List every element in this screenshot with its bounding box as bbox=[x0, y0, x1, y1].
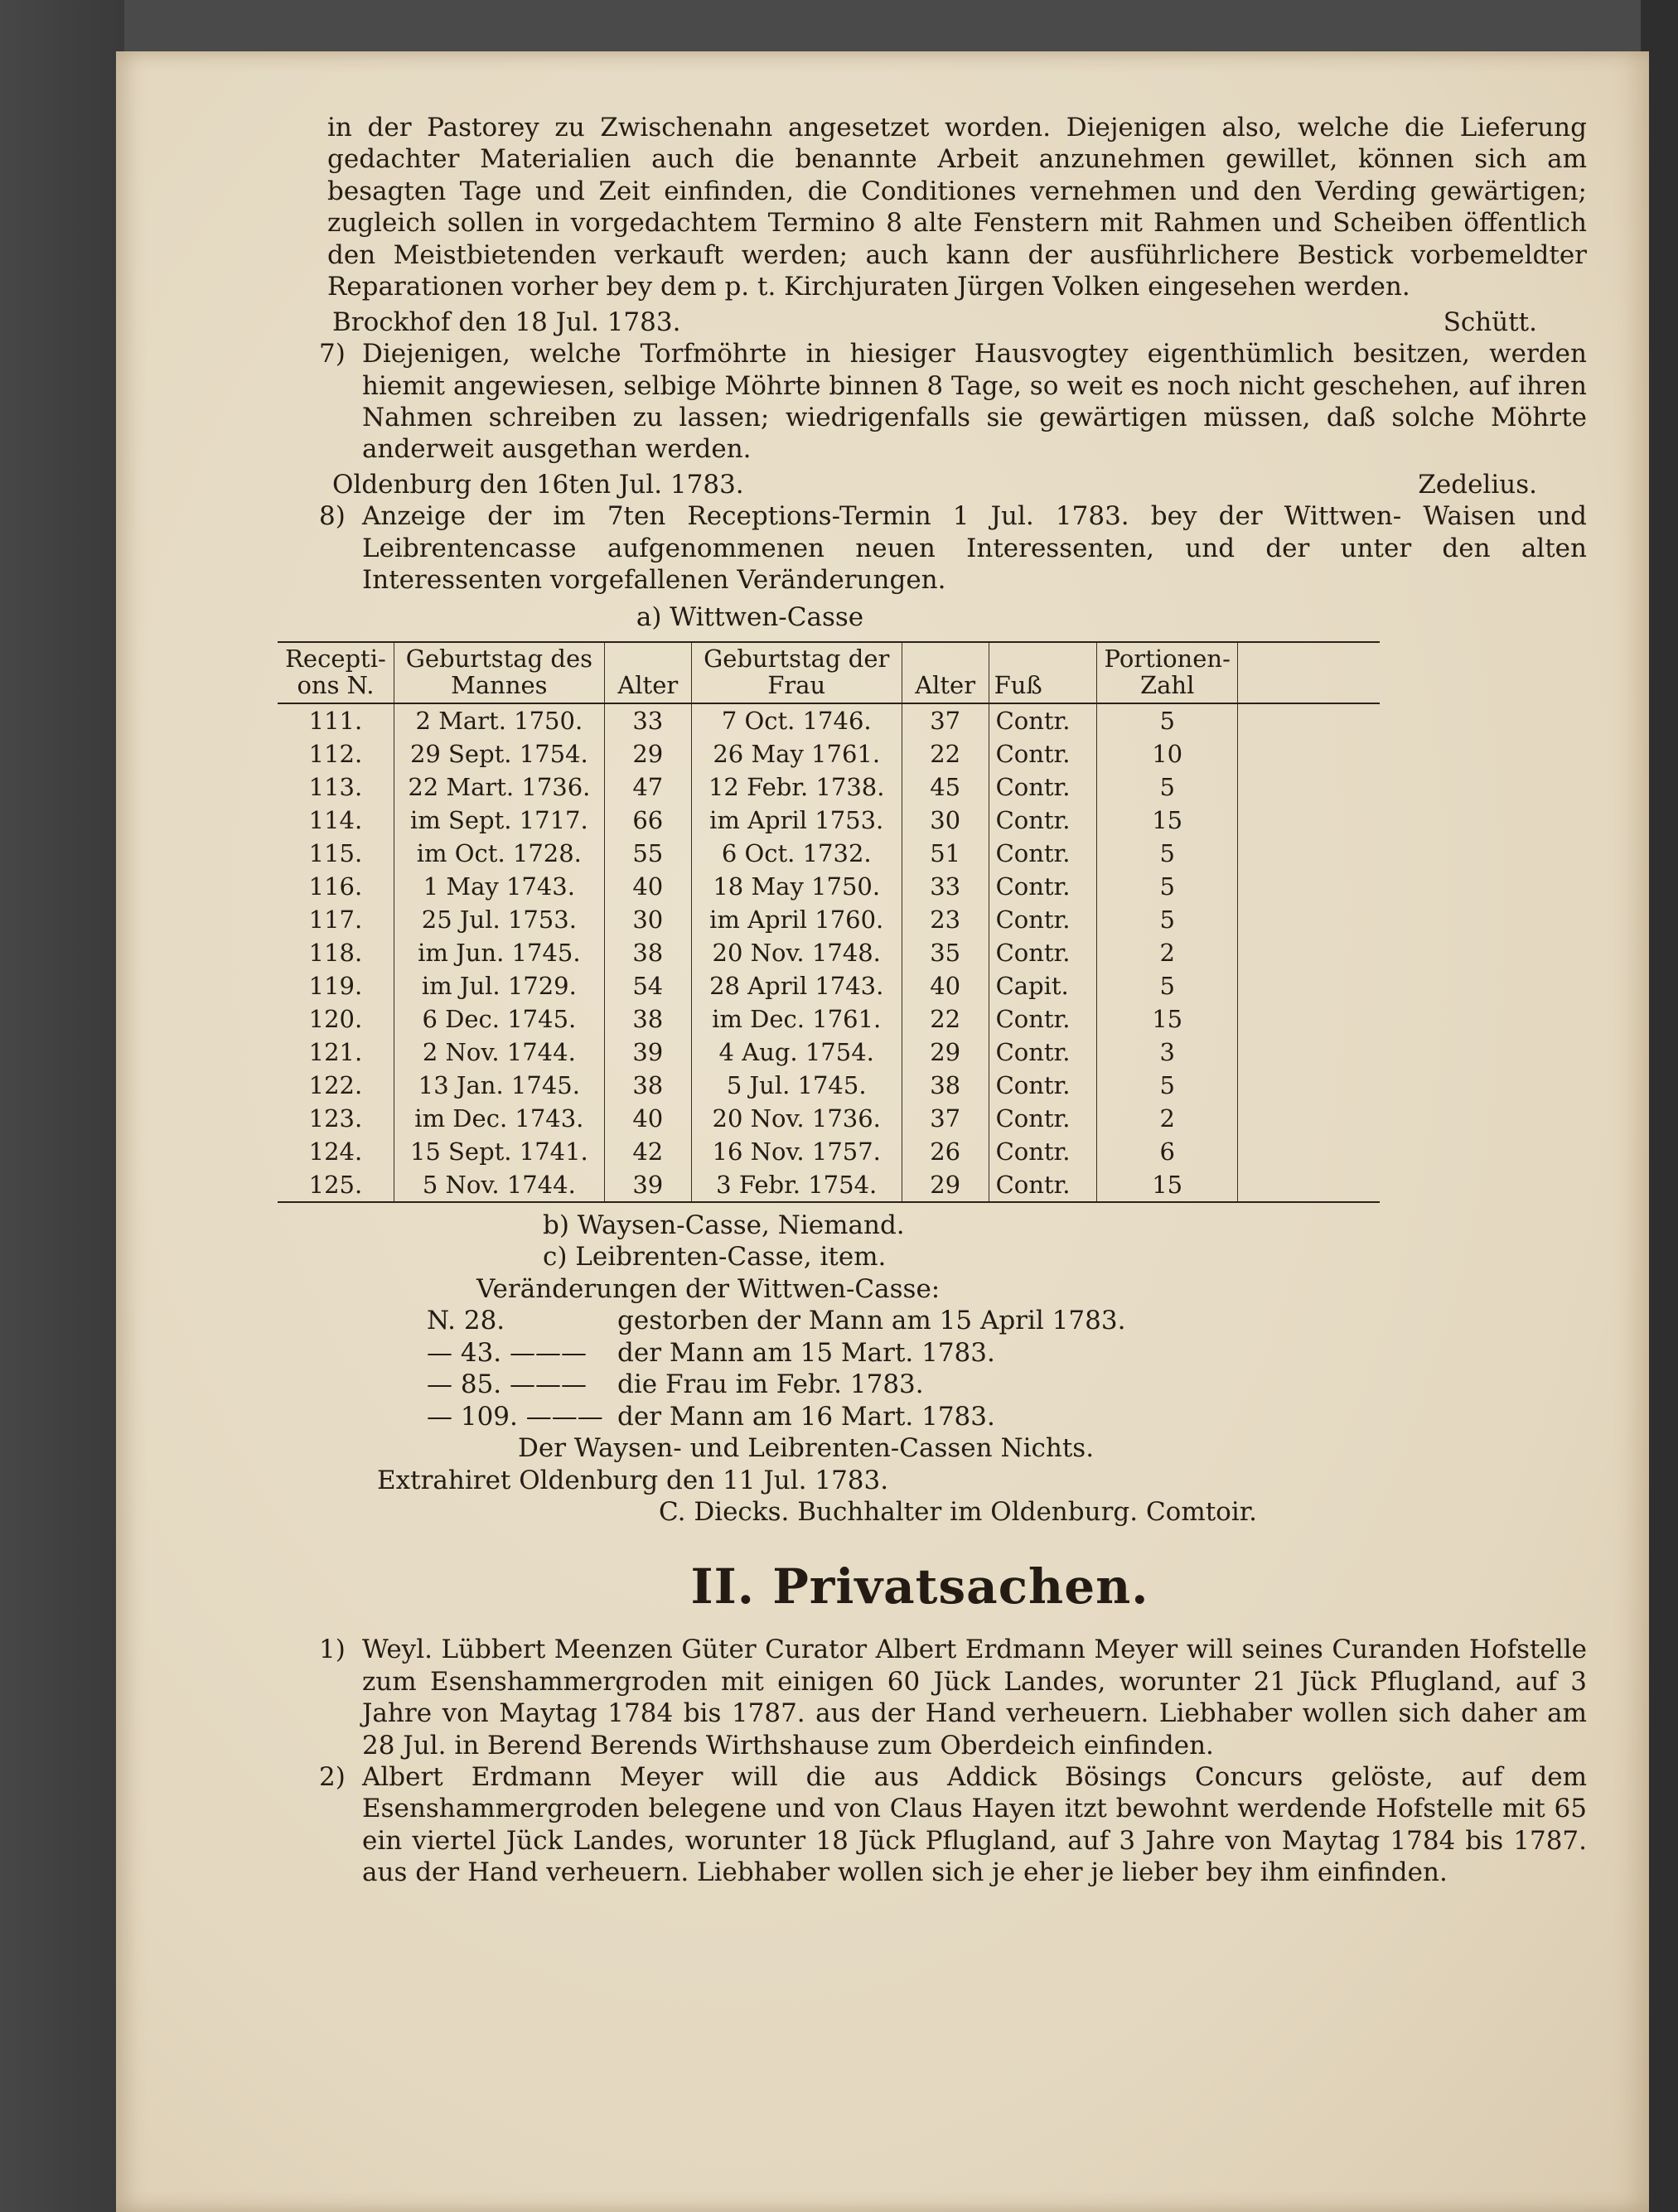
cell-husband-birthday: im Sept. 1717. bbox=[394, 804, 604, 837]
backdrop-left bbox=[0, 0, 124, 2212]
cell-wife-birthday: 26 May 1761. bbox=[691, 737, 902, 770]
change-number: — 85. ——— bbox=[427, 1369, 588, 1400]
cell-wife-birthday: im Dec. 1761. bbox=[691, 1002, 902, 1036]
col-husband-birthday: Geburtstag des Mannes bbox=[394, 642, 604, 703]
table-row bbox=[278, 969, 1380, 1002]
cell-wife-birthday: im April 1760. bbox=[691, 903, 902, 936]
table-header-row bbox=[278, 642, 1380, 703]
cell-basis: Contr. bbox=[989, 1168, 1097, 1202]
cell-wife-birthday: 7 Oct. 1746. bbox=[691, 703, 902, 737]
cell-husband-birthday: 5 Nov. 1744. bbox=[394, 1168, 604, 1202]
cell-wife-age: 22 bbox=[902, 1002, 989, 1036]
cell-wife-birthday: 3 Febr. 1754. bbox=[691, 1168, 902, 1202]
extracted-line: Extrahiret Oldenburg den 11 Jul. 1783. bbox=[377, 1465, 889, 1495]
table-row bbox=[278, 1002, 1380, 1036]
cell-empty bbox=[1238, 936, 1380, 969]
cell-reception-number: 124. bbox=[278, 1135, 394, 1168]
cell-empty bbox=[1238, 837, 1380, 870]
continuation-paragraph: in der Pastorey zu Zwischenahn angesetzet worden. Diejenigen also, welche die Lieferung gedachter Materialien auch die benannte Arbeit anzunehmen gewillet, können sich am besagten Tage und Zeit einfinden, die Conditiones vernehmen und den Verding gewärtigen; zugleich sollen in vorgedachtem Termino 8 alte Fenstern mit Rahmen und Scheiben öffentlich den Meistbietenden verkauft werden; auch kann der ausführlichere Bestick vorbemeldter Reparationen vorher bey dem p. t. Kirchjuraten Jürgen Volken eingesehen werden. bbox=[327, 113, 1587, 302]
cell-wife-birthday: 16 Nov. 1757. bbox=[691, 1135, 902, 1168]
change-text: der Mann am 16 Mart. 1783. bbox=[617, 1401, 995, 1432]
table-body bbox=[278, 703, 1380, 1202]
notice-number: 8) bbox=[319, 501, 346, 532]
cell-portions: 15 bbox=[1097, 1002, 1238, 1036]
cell-wife-age: 40 bbox=[902, 969, 989, 1002]
cell-reception-number: 111. bbox=[278, 703, 394, 737]
cell-wife-age: 51 bbox=[902, 837, 989, 870]
cell-wife-age: 38 bbox=[902, 1069, 989, 1102]
col-wife-birthday: Geburtstag der Frau bbox=[691, 642, 902, 703]
cell-husband-birthday: 6 Dec. 1745. bbox=[394, 1002, 604, 1036]
cell-portions: 5 bbox=[1097, 1069, 1238, 1102]
cell-husband-age: 38 bbox=[604, 1002, 691, 1036]
item-text: Albert Erdmann Meyer will die aus Addick Bösings Concurs gelöste, auf dem Esenshammergroden belegene und von Claus Hayen itzt bewohnt werdende Hofstelle mit 65 ein viertel Jück Landes, worunter 18 Jück Pflugland, auf 3 Jahre von Maytag 1784 bis 1787. aus der Hand verheuern. Liebhaber wollen sich je eher je lieber bey ihm einfinden. bbox=[362, 1762, 1587, 1888]
col-basis: Fuß bbox=[989, 642, 1097, 703]
col-wife-age: Alter bbox=[902, 642, 989, 703]
cell-basis: Contr. bbox=[989, 903, 1097, 936]
table-row bbox=[278, 703, 1380, 737]
cell-empty bbox=[1238, 1102, 1380, 1135]
cell-reception-number: 118. bbox=[278, 936, 394, 969]
table-row bbox=[278, 770, 1380, 804]
cell-wife-age: 45 bbox=[902, 770, 989, 804]
cell-basis: Contr. bbox=[989, 703, 1097, 737]
cell-husband-age: 54 bbox=[604, 969, 691, 1002]
cell-wife-age: 35 bbox=[902, 936, 989, 969]
table-subtitle: a) Wittwen-Casse bbox=[636, 601, 864, 632]
cell-empty bbox=[1238, 1168, 1380, 1202]
nothing-line: Der Waysen- und Leibrenten-Cassen Nichts. bbox=[518, 1433, 1095, 1464]
signer: Zedelius. bbox=[1418, 469, 1537, 500]
table-row bbox=[278, 903, 1380, 936]
cell-basis: Contr. bbox=[989, 870, 1097, 903]
cell-empty bbox=[1238, 1135, 1380, 1168]
cell-wife-age: 37 bbox=[902, 703, 989, 737]
cell-wife-age: 29 bbox=[902, 1168, 989, 1202]
signer: Schütt. bbox=[1443, 307, 1537, 337]
change-entry bbox=[327, 1305, 1587, 1336]
cell-reception-number: 116. bbox=[278, 870, 394, 903]
cell-husband-birthday: 13 Jan. 1745. bbox=[394, 1069, 604, 1102]
cell-wife-birthday: 6 Oct. 1732. bbox=[691, 837, 902, 870]
cell-husband-birthday: 2 Mart. 1750. bbox=[394, 703, 604, 737]
cell-portions: 6 bbox=[1097, 1135, 1238, 1168]
private-item-1 bbox=[319, 1634, 1587, 1761]
cell-basis: Contr. bbox=[989, 1036, 1097, 1069]
change-text: die Frau im Febr. 1783. bbox=[617, 1369, 924, 1400]
cell-basis: Contr. bbox=[989, 1002, 1097, 1036]
cell-husband-age: 38 bbox=[604, 936, 691, 969]
table-row bbox=[278, 837, 1380, 870]
cell-husband-age: 55 bbox=[604, 837, 691, 870]
cell-husband-birthday: 29 Sept. 1754. bbox=[394, 737, 604, 770]
cell-reception-number: 112. bbox=[278, 737, 394, 770]
cell-husband-age: 66 bbox=[604, 804, 691, 837]
change-number: N. 28. bbox=[427, 1306, 505, 1336]
cell-reception-number: 119. bbox=[278, 969, 394, 1002]
cell-reception-number: 114. bbox=[278, 804, 394, 837]
cell-husband-age: 39 bbox=[604, 1036, 691, 1069]
cell-wife-age: 23 bbox=[902, 903, 989, 936]
cell-husband-birthday: 1 May 1743. bbox=[394, 870, 604, 903]
change-number: — 109. ——— bbox=[427, 1401, 603, 1432]
leibrenten-casse-line: c) Leibrenten-Casse, item. bbox=[543, 1242, 887, 1273]
item-number: 1) bbox=[319, 1635, 346, 1665]
register-table bbox=[278, 641, 1380, 1203]
cell-reception-number: 115. bbox=[278, 837, 394, 870]
cell-husband-birthday: 22 Mart. 1736. bbox=[394, 770, 604, 804]
cell-basis: Contr. bbox=[989, 837, 1097, 870]
change-entry bbox=[327, 1369, 1587, 1400]
cell-husband-age: 39 bbox=[604, 1168, 691, 1202]
table-row bbox=[278, 870, 1380, 903]
cell-empty bbox=[1238, 804, 1380, 837]
cell-portions: 15 bbox=[1097, 1168, 1238, 1202]
cell-basis: Contr. bbox=[989, 804, 1097, 837]
cell-wife-birthday: 12 Febr. 1738. bbox=[691, 770, 902, 804]
cell-empty bbox=[1238, 703, 1380, 737]
cell-wife-birthday: 28 April 1743. bbox=[691, 969, 902, 1002]
cell-basis: Contr. bbox=[989, 936, 1097, 969]
cell-wife-age: 33 bbox=[902, 870, 989, 903]
notice-text: Diejenigen, welche Torfmöhrte in hiesiger Hausvogtey eigenthümlich besitzen, werden hiemit angewiesen, selbige Möhrte binnen 8 Tage, so weit es noch nicht geschehen, auf ihren Nahmen schreiben zu lassen; wiedrigenfalls sie gewärtigen müssen, daß solche Möhrte anderweit ausgethan werden. bbox=[362, 339, 1587, 465]
cell-husband-age: 33 bbox=[604, 703, 691, 737]
section-heading: II. Privatsachen. bbox=[690, 1558, 1149, 1616]
cell-basis: Contr. bbox=[989, 1102, 1097, 1135]
cell-empty bbox=[1238, 1069, 1380, 1102]
table-row bbox=[278, 936, 1380, 969]
cell-empty bbox=[1238, 737, 1380, 770]
cell-empty bbox=[1238, 870, 1380, 903]
table-row bbox=[278, 1135, 1380, 1168]
cell-wife-age: 30 bbox=[902, 804, 989, 837]
cell-portions: 5 bbox=[1097, 770, 1238, 804]
backdrop-top bbox=[0, 0, 1678, 58]
col-portions: Portionen-Zahl bbox=[1097, 642, 1238, 703]
cell-portions: 15 bbox=[1097, 804, 1238, 837]
cell-reception-number: 122. bbox=[278, 1069, 394, 1102]
change-text: der Mann am 15 Mart. 1783. bbox=[617, 1337, 995, 1368]
change-entry bbox=[327, 1337, 1587, 1369]
cell-husband-age: 40 bbox=[604, 1102, 691, 1135]
table-row bbox=[278, 1069, 1380, 1102]
cell-reception-number: 121. bbox=[278, 1036, 394, 1069]
cell-empty bbox=[1238, 1002, 1380, 1036]
table-row bbox=[278, 1168, 1380, 1202]
item-number: 2) bbox=[319, 1762, 346, 1793]
cell-basis: Capit. bbox=[989, 969, 1097, 1002]
bookkeeper-signature: C. Diecks. Buchhalter im Oldenburg. Comtoir. bbox=[659, 1496, 1258, 1527]
cell-portions: 2 bbox=[1097, 936, 1238, 969]
cell-empty bbox=[1238, 903, 1380, 936]
cell-wife-birthday: im April 1753. bbox=[691, 804, 902, 837]
cell-wife-birthday: 5 Jul. 1745. bbox=[691, 1069, 902, 1102]
item-text: Weyl. Lübbert Meenzen Güter Curator Albert Erdmann Meyer will seines Curanden Hofstelle zum Esenshammergroden mit einigen 60 Jück Landes, worunter 21 Jück Pflugland, auf 3 Jahre von Maytag 1784 bis 1787. aus der Hand verheuern. Liebhaber wollen sich daher am 28 Jul. in Berend Berends Wirthshause zum Oberdeich einfinden. bbox=[362, 1635, 1587, 1760]
col-empty bbox=[1238, 642, 1380, 703]
table-row bbox=[278, 737, 1380, 770]
cell-portions: 5 bbox=[1097, 703, 1238, 737]
col-reception-number: Recepti-ons N. bbox=[278, 642, 394, 703]
cell-wife-birthday: 18 May 1750. bbox=[691, 870, 902, 903]
place-date: Brockhof den 18 Jul. 1783. bbox=[332, 307, 681, 337]
change-number: — 43. ——— bbox=[427, 1337, 588, 1368]
notice-number: 7) bbox=[319, 339, 346, 369]
cell-empty bbox=[1238, 770, 1380, 804]
signature-line-2 bbox=[327, 469, 1587, 500]
cell-reception-number: 125. bbox=[278, 1168, 394, 1202]
cell-basis: Contr. bbox=[989, 770, 1097, 804]
cell-wife-age: 37 bbox=[902, 1102, 989, 1135]
cell-husband-birthday: im Jun. 1745. bbox=[394, 936, 604, 969]
cell-empty bbox=[1238, 969, 1380, 1002]
cell-basis: Contr. bbox=[989, 1135, 1097, 1168]
notice-8 bbox=[319, 500, 1587, 596]
cell-wife-age: 22 bbox=[902, 737, 989, 770]
cell-husband-age: 40 bbox=[604, 870, 691, 903]
cell-husband-birthday: im Oct. 1728. bbox=[394, 837, 604, 870]
cell-portions: 5 bbox=[1097, 969, 1238, 1002]
cell-husband-birthday: 25 Jul. 1753. bbox=[394, 903, 604, 936]
signature-line-1 bbox=[327, 307, 1587, 338]
notice-text: Anzeige der im 7ten Receptions-Termin 1 Jul. 1783. bey der Wittwen- Waisen und Leibrentencasse aufgenommenen neuen Interessenten, und der unter den alten Interessenten vorgefallenen Veränderungen. bbox=[362, 501, 1587, 596]
table-row bbox=[278, 804, 1380, 837]
table-row bbox=[278, 1036, 1380, 1069]
cell-empty bbox=[1238, 1036, 1380, 1069]
cell-portions: 5 bbox=[1097, 837, 1238, 870]
place-date: Oldenburg den 16ten Jul. 1783. bbox=[332, 469, 744, 500]
cell-husband-age: 38 bbox=[604, 1069, 691, 1102]
cell-portions: 2 bbox=[1097, 1102, 1238, 1135]
changes-title: Veränderungen der Wittwen-Casse: bbox=[476, 1273, 941, 1304]
page-content bbox=[285, 112, 1587, 1889]
cell-basis: Contr. bbox=[989, 1069, 1097, 1102]
cell-wife-birthday: 20 Nov. 1748. bbox=[691, 936, 902, 969]
cell-husband-birthday: 15 Sept. 1741. bbox=[394, 1135, 604, 1168]
cell-husband-age: 30 bbox=[604, 903, 691, 936]
private-item-2 bbox=[319, 1761, 1587, 1889]
after-table bbox=[327, 1210, 1587, 1528]
waysen-casse-line: b) Waysen-Casse, Niemand. bbox=[543, 1210, 905, 1241]
cell-portions: 5 bbox=[1097, 870, 1238, 903]
cell-reception-number: 120. bbox=[278, 1002, 394, 1036]
cell-reception-number: 113. bbox=[278, 770, 394, 804]
cell-wife-birthday: 4 Aug. 1754. bbox=[691, 1036, 902, 1069]
cell-husband-birthday: 2 Nov. 1744. bbox=[394, 1036, 604, 1069]
notice-7 bbox=[319, 338, 1587, 466]
cell-wife-age: 29 bbox=[902, 1036, 989, 1069]
table-row bbox=[278, 1102, 1380, 1135]
cell-basis: Contr. bbox=[989, 737, 1097, 770]
cell-reception-number: 123. bbox=[278, 1102, 394, 1135]
col-husband-age: Alter bbox=[604, 642, 691, 703]
cell-wife-age: 26 bbox=[902, 1135, 989, 1168]
change-text: gestorben der Mann am 15 April 1783. bbox=[617, 1306, 1126, 1336]
cell-husband-age: 47 bbox=[604, 770, 691, 804]
cell-wife-birthday: 20 Nov. 1736. bbox=[691, 1102, 902, 1135]
cell-reception-number: 117. bbox=[278, 903, 394, 936]
change-entry bbox=[327, 1401, 1587, 1432]
cell-husband-birthday: im Dec. 1743. bbox=[394, 1102, 604, 1135]
cell-portions: 3 bbox=[1097, 1036, 1238, 1069]
cell-husband-age: 29 bbox=[604, 737, 691, 770]
cell-portions: 5 bbox=[1097, 903, 1238, 936]
changes-list bbox=[327, 1305, 1587, 1432]
cell-husband-age: 42 bbox=[604, 1135, 691, 1168]
cell-portions: 10 bbox=[1097, 737, 1238, 770]
cell-husband-birthday: im Jul. 1729. bbox=[394, 969, 604, 1002]
